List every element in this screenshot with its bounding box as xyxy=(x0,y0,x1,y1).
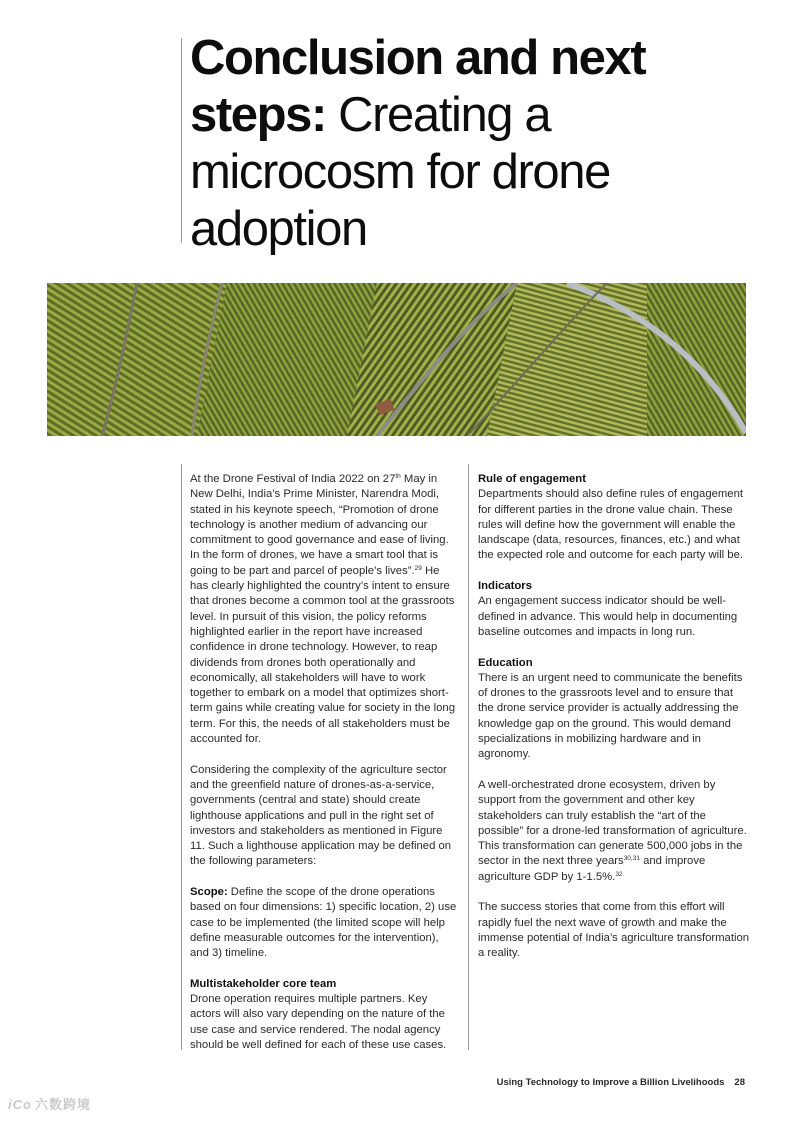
paragraph-complexity: Considering the complexity of the agriculture sector and the greenfield nature of drones-as-a-service, governments (central and state) should create lighthouse applications and pull in the right set of investors and stakeholders as mentioned in Figure 11. Such a lighthouse application may be defined on the following parameters: xyxy=(190,763,452,868)
paragraph-intro xyxy=(190,472,458,747)
watermark-text: 六数跨境 xyxy=(34,1097,91,1112)
core-team-heading: Multistakeholder core team xyxy=(190,977,337,990)
rule-heading: Rule of engagement xyxy=(478,473,586,485)
core-team-text: Drone operation requires multiple partners. Key actors will also vary depending on the nature of the use case and service rendered. The nodal agency should be well defined for each of these use cases. xyxy=(190,993,447,1051)
ordinal-sup: th xyxy=(395,473,401,480)
intro-text-c: He has clearly highlighted the country’s intent to ensure that drones become a common tool at the grassroots level. In pursuit of this vision, the policy reforms highlighted earlier in the report have increased confidence in drone technology. However, to reap dividends from drones both operationally and economically, all stakeholders will have to work together to embark on a model that optimizes short-term gains while creating value for society in the long term. For this, the needs of all stakeholders must be accounted for. xyxy=(190,564,455,746)
scope-text: Define the scope of the drone operations based on four dimensions: 1) specific location, 2) use case to be implemented (the limited scope will help define measurable outcomes for the intervention), and 3) timeline. xyxy=(190,886,457,960)
paragraph-scope xyxy=(190,885,458,961)
title-light: Creating a microcosm for drone adoption xyxy=(190,88,610,256)
education-heading: Education xyxy=(478,656,533,669)
paragraph-ecosystem xyxy=(478,778,750,885)
aerial-field-illustration xyxy=(47,283,746,436)
intro-text-a: At the Drone Festival of India 2022 on 27 xyxy=(190,473,396,485)
watermark xyxy=(8,1094,91,1113)
footnote-ref-29: 29 xyxy=(414,564,422,572)
left-column xyxy=(190,472,458,1069)
rule-text: Departments should also define rules of engagement for different parties in the drone value chain. These rules will define how the government will enable the landscape (data, resources, finances, etc.) and what the expected role and outcome for each party will be. xyxy=(478,488,744,562)
title-rule xyxy=(181,38,182,243)
paragraph-success: The success stories that come from this effort will rapidly fuel the next wave of growth and make the immense potential of India’s agriculture transformation a reality. xyxy=(478,901,750,960)
intro-text-b: May in New Delhi, India’s Prime Minister, Narendra Modi, stated in his keynote speech, “Promotion of drone technology is another medium of advancing our commitment to good governance and ease of living. In the form of drones, we have a smart tool that is going to be part and parcel of people’s lives”. xyxy=(190,473,449,577)
section-rule-of-engagement xyxy=(478,472,750,564)
footnote-ref-32: 32 xyxy=(615,870,623,878)
section-education xyxy=(478,656,750,763)
right-column xyxy=(478,472,750,977)
indicators-text: An engagement success indicator should be well-defined in advance. This would help in documenting baseline outcomes and impacts in long run. xyxy=(478,595,738,638)
right-column-rule xyxy=(468,464,469,1050)
education-text: There is an urgent need to communicate the benefits of drones to the grassroots level and to ensure that the drone service provider is actually addressing the knowledge gap on the ground. This would demand specializations in mobilizing hardware and in agronomy. xyxy=(478,671,743,761)
watermark-logo-icon: iCo xyxy=(8,1097,32,1112)
indicators-heading: Indicators xyxy=(478,580,532,593)
ecosystem-text-b: and improve agriculture GDP by 1-1.5%. xyxy=(478,855,706,883)
page-number: 28 xyxy=(734,1077,745,1088)
ecosystem-text-a: A well-orchestrated drone ecosystem, driven by support from the government and other key stakeholders can truly establish the “art of the possible” for a drone-led transformation of agriculture. This transformation can generate 500,000 jobs in the sector in the next three years xyxy=(478,778,747,868)
footer-title: Using Technology to Improve a Billion Livelihoods xyxy=(496,1077,725,1088)
section-indicators xyxy=(478,579,750,640)
page-title xyxy=(190,30,710,258)
hero-image xyxy=(47,283,746,436)
left-column-rule xyxy=(181,464,182,1050)
title-bold: Conclusion and next steps: xyxy=(190,31,646,142)
page-footer xyxy=(497,1077,745,1088)
scope-label: Scope: xyxy=(190,886,228,899)
section-core-team xyxy=(190,977,458,1053)
footnote-ref-30-31: 30,31 xyxy=(623,855,640,863)
